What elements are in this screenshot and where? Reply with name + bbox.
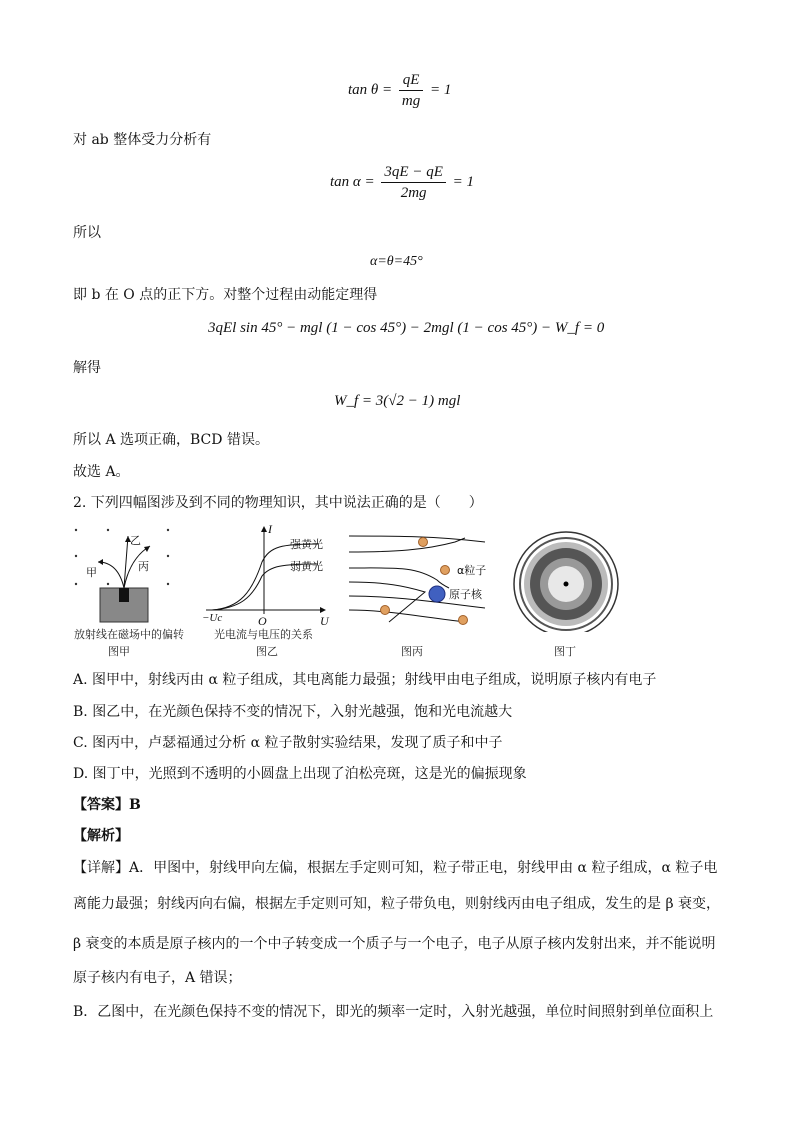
figure-yi-label: 图乙 bbox=[256, 645, 278, 658]
figure-jia bbox=[68, 522, 190, 657]
figure-ding bbox=[510, 522, 620, 657]
text-b-below-o: 即 b 在 O 点的正下方。对整个过程由动能定理得 bbox=[73, 287, 378, 303]
yi-weak-light: 弱黄光 bbox=[290, 560, 323, 573]
equation-wf: W_f = 3(√2 − 1) mgl bbox=[334, 393, 461, 409]
option-c: C. 图丙中，卢瑟福通过分析 α 粒子散射实验结果，发现了质子和中子 bbox=[73, 735, 503, 751]
eq2-denominator: 2mg bbox=[400, 185, 427, 201]
figure-bing-label: 图丙 bbox=[401, 645, 423, 658]
option-d: D. 图丁中，光照到不透明的小圆盘上出现了泊松亮斑，这是光的偏振现象 bbox=[73, 766, 527, 782]
figure-ding-drawing bbox=[510, 522, 620, 632]
analysis-tag: 【解析】 bbox=[73, 828, 129, 844]
equation-tan-alpha bbox=[330, 162, 474, 203]
equation-energy: 3qEl sin 45° − mgl (1 − cos 45°) − 2mgl (1 − cos 45°) − W_f = 0 bbox=[208, 320, 605, 336]
text-jiede: 解得 bbox=[73, 360, 101, 376]
ray-yi-label: 乙 bbox=[130, 534, 141, 547]
eq2-numerator: 3qE − qE bbox=[381, 162, 445, 183]
detail-line-1: 【详解】A．甲图中，射线甲向左偏，根据左手定则可知，粒子带正电，射线甲由 α 粒子组成，α 粒子电 bbox=[73, 860, 718, 876]
detail-line-4: 原子核内有电子，A 错误； bbox=[73, 970, 242, 986]
equation-alpha-theta: α=θ=45° bbox=[370, 254, 423, 269]
figure-jia-label: 图甲 bbox=[108, 645, 130, 658]
yi-origin: O bbox=[258, 614, 267, 628]
yi-strong-light: 强黄光 bbox=[290, 538, 323, 551]
bing-alpha-label: α粒子 bbox=[457, 564, 487, 577]
eq1-rhs: = 1 bbox=[430, 81, 452, 98]
eq2-lhs: tan α = bbox=[330, 173, 375, 190]
detail-line-5: B．乙图中，在光颜色保持不变的情况下，即光的频率一定时，入射光越强，单位时间照射到单位面积上 bbox=[73, 1004, 714, 1020]
figure-yi bbox=[200, 522, 340, 657]
detail-line-3: β 衰变的本质是原子核内的一个中子转变成一个质子与一个电子，电子从原子核内发射出来，并不能说明 bbox=[73, 936, 716, 952]
equation-tan-theta bbox=[348, 70, 451, 111]
text-ab-analysis: 对 ab 整体受力分析有 bbox=[73, 132, 212, 148]
eq1-lhs: tan θ = bbox=[348, 81, 393, 98]
eq1-numerator: qE bbox=[399, 70, 423, 91]
text-a-correct: 所以 A 选项正确，BCD 错误。 bbox=[73, 432, 269, 448]
yi-neg-uc: −Uc bbox=[202, 612, 223, 624]
option-a: A. 图甲中，射线丙由 α 粒子组成，其电离能力最强；射线甲由电子组成，说明原子核内有电子 bbox=[73, 672, 657, 688]
option-b: B. 图乙中，在光颜色保持不变的情况下，入射光越强，饱和光电流越大 bbox=[73, 704, 513, 720]
text-guxuan: 故选 A。 bbox=[73, 464, 130, 480]
eq2-rhs: = 1 bbox=[452, 173, 474, 190]
eq1-denominator: mg bbox=[401, 93, 421, 109]
figure-bing bbox=[345, 522, 495, 657]
detail-line-2: 离能力最强；射线丙向右偏，根据左手定则可知，粒子带负电，则射线丙由电子组成，发生的是 β 衰变， bbox=[73, 896, 720, 912]
ray-bing-label: 丙 bbox=[138, 560, 149, 573]
figure-jia-caption: 放射线在磁场中的偏转 bbox=[74, 628, 184, 641]
answer-tag: 【答案】B bbox=[73, 797, 141, 813]
bing-nucleus-label: 原子核 bbox=[449, 588, 482, 601]
figure-ding-label: 图丁 bbox=[554, 645, 576, 658]
question-stem: 2. 下列四幅图涉及到不同的物理知识，其中说法正确的是（ ） bbox=[73, 495, 483, 511]
figure-yi-caption: 光电流与电压的关系 bbox=[214, 628, 313, 641]
ray-jia-label: 甲 bbox=[86, 566, 97, 579]
yi-axis-u: U bbox=[320, 614, 329, 628]
text-suoyi: 所以 bbox=[73, 225, 101, 241]
yi-axis-i: I bbox=[268, 522, 272, 536]
